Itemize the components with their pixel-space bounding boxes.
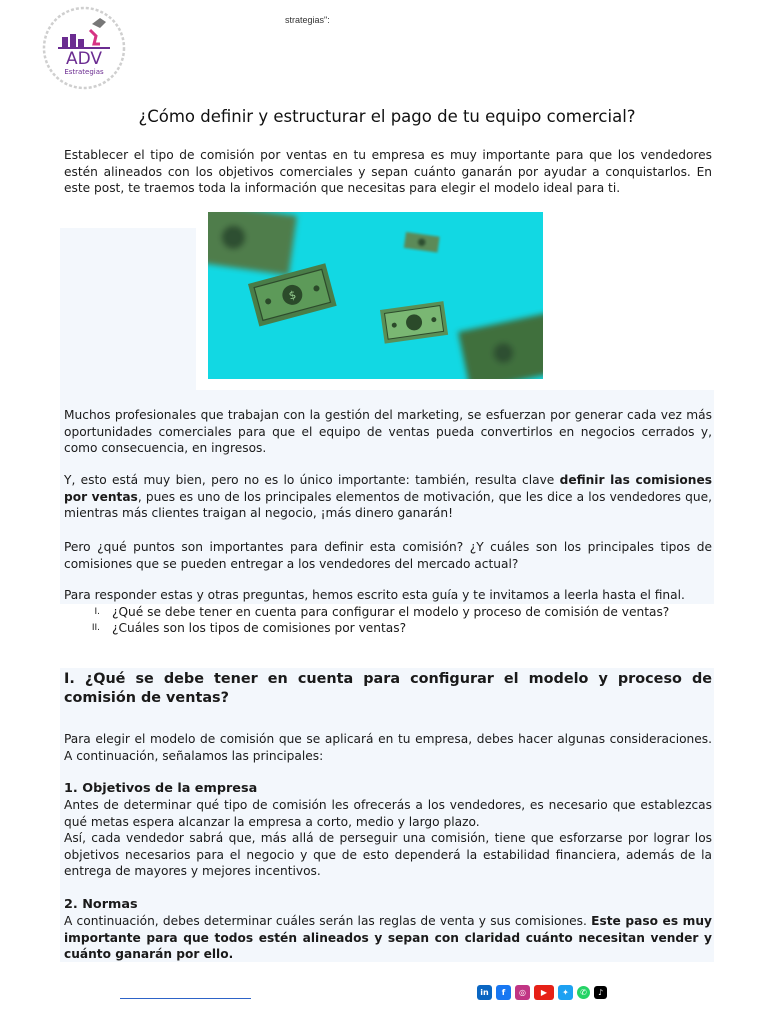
logo-subtext: Estrategias [64,68,104,76]
twitter-icon[interactable]: ✦ [558,985,573,1000]
company-logo [40,6,128,90]
header-note: strategias": [285,15,330,25]
paragraph [64,913,712,963]
bold-text: definir las comisiones por ventas [64,473,712,504]
paragraph: Pero ¿qué puntos son importantes para definir esta comisión? ¿Y cuáles son los principales tipos de comisiones que se pueden entregar a los vendedores del mercado actual? [64,540,712,571]
toc-item[interactable] [64,604,704,620]
section-heading: I. ¿Qué se debe tener en cuenta para configurar el modelo y proceso de comisión de ventas? [64,671,712,706]
subsection-heading: 2. Normas [64,897,138,912]
toc-text: ¿Qué se debe tener en cuenta para configurar el modelo y proceso de comisión de ventas? [112,605,670,619]
social-icons [477,985,607,1000]
paragraph: Para responder estas y otras preguntas, hemos escrito esta guía y te invitamos a leerla hasta el final. [64,588,685,602]
instagram-icon[interactable]: ◎ [515,985,530,1000]
table-of-contents [64,604,704,636]
intro-paragraph: Establecer el tipo de comisión por ventas en tu empresa es muy importante para que los vendedores estén alineados con los objetivos comerciales y sepan cuánto ganarán por ayudar a conquistarlos. En este post, te traemos toda la información que necesitas para elegir el modelo ideal para ti. [64,148,712,195]
paragraph: Antes de determinar qué tipo de comisión les ofrecerás a los vendedores, es necesario que establezcas qué metas espera alcanzar la empresa a corto, medio y largo plazo. [64,798,712,829]
linkedin-icon[interactable]: in [477,985,492,1000]
toc-item[interactable] [64,620,704,636]
paragraph: Así, cada vendedor sabrá que, más allá de perseguir una comisión, tiene que esforzarse por lograr los objetivos necesarios para el negocio y que de esto dependerá la estabilidad financiera, además de la entrega de mayores y mejores incentivos. [64,831,712,878]
shaded-block [60,228,196,390]
paragraph-text: Y, esto está muy bien, pero no es lo único importante: también, resulta clave [64,473,560,487]
toc-number: I. [94,607,100,617]
paragraph: Para elegir el modelo de comisión que se aplicará en tu empresa, debes hacer algunas consideraciones. A continuación, señalamos las principales: [64,732,712,763]
facebook-icon[interactable]: f [496,985,511,1000]
paragraph-text: , pues es uno de los principales elementos de motivación, que les dice a los vendedores que, mientras más clientes traigan al negocio, ¡más dinero ganarán! [64,489,712,520]
toc-number: II. [91,623,100,633]
paragraph [64,472,712,522]
subsection-heading: 1. Objetivos de la empresa [64,781,258,796]
page-title: ¿Cómo definir y estructurar el pago de tu equipo comercial? [138,107,636,126]
logo-text: ADV [65,49,103,69]
footer-link[interactable] [120,998,251,999]
svg-text:$: $ [287,288,298,303]
paragraph: Muchos profesionales que trabajan con la gestión del marketing, se esfuerzan por generar cada vez más oportunidades comerciales para que el equipo de ventas pueda convertirlos en negocios cerrados y, como consecuencia, en ingresos. [64,408,712,455]
whatsapp-icon[interactable]: ✆ [577,986,590,999]
toc-text: ¿Cuáles son los tipos de comisiones por ventas? [112,621,407,635]
paragraph-text: A continuación, debes determinar cuáles serán las reglas de venta y sus comisiones. [64,914,592,928]
youtube-icon[interactable]: ▶ [534,985,554,1000]
tiktok-icon[interactable]: ♪ [594,986,607,999]
bold-text: Este paso es muy importante para que todos estén alineados y sepan con claridad cuánto necesitan vender y cuánto ganarán por ello. [64,914,712,961]
hero-image [208,212,543,379]
